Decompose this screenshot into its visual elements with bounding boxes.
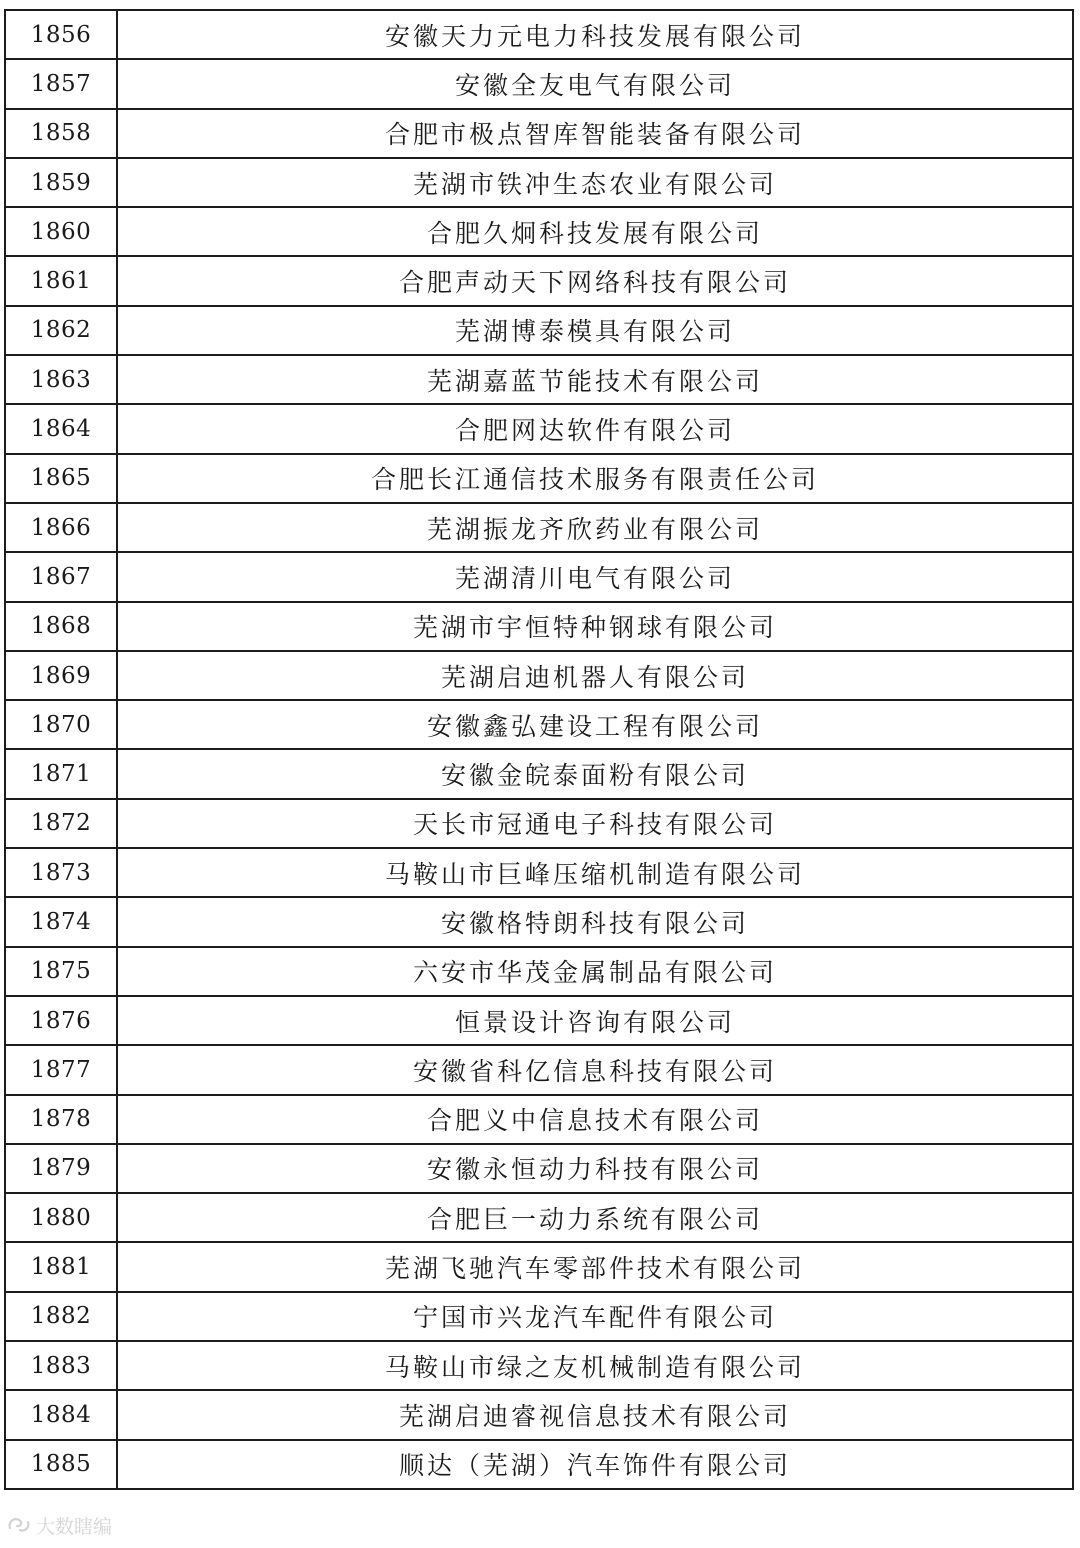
company-name-cell: 安徽天力元电力科技发展有限公司	[117, 10, 1073, 59]
serial-number-cell: 1868	[5, 602, 117, 651]
serial-number-cell: 1876	[5, 996, 117, 1045]
serial-number-cell: 1864	[5, 404, 117, 453]
company-name-cell: 芜湖启迪睿视信息技术有限公司	[117, 1390, 1073, 1439]
company-name-cell: 安徽永恒动力科技有限公司	[117, 1144, 1073, 1193]
company-name-cell: 顺达（芜湖）汽车饰件有限公司	[117, 1440, 1073, 1489]
company-list-table	[4, 9, 1074, 1490]
table-row	[5, 947, 1073, 996]
table-row	[5, 897, 1073, 946]
serial-number-cell: 1869	[5, 651, 117, 700]
company-name-cell: 合肥长江通信技术服务有限责任公司	[117, 454, 1073, 503]
serial-number-cell: 1879	[5, 1144, 117, 1193]
company-name-cell: 合肥市极点智库智能装备有限公司	[117, 109, 1073, 158]
serial-number-cell: 1873	[5, 848, 117, 897]
company-name-cell: 芜湖市宇恒特种钢球有限公司	[117, 602, 1073, 651]
table-row	[5, 700, 1073, 749]
serial-number-cell: 1874	[5, 897, 117, 946]
serial-number-cell: 1875	[5, 947, 117, 996]
serial-number-cell: 1880	[5, 1193, 117, 1242]
serial-number-cell: 1856	[5, 10, 117, 59]
company-name-cell: 芜湖嘉蓝节能技术有限公司	[117, 355, 1073, 404]
table-row	[5, 256, 1073, 305]
serial-number-cell: 1870	[5, 700, 117, 749]
company-name-cell: 合肥义中信息技术有限公司	[117, 1095, 1073, 1144]
serial-number-cell: 1883	[5, 1341, 117, 1390]
serial-number-cell: 1867	[5, 552, 117, 601]
serial-number-cell: 1885	[5, 1440, 117, 1489]
table-row	[5, 158, 1073, 207]
table-row	[5, 552, 1073, 601]
company-name-cell: 芜湖飞驰汽车零部件技术有限公司	[117, 1242, 1073, 1291]
company-name-cell: 芜湖市铁冲生态农业有限公司	[117, 158, 1073, 207]
table-row	[5, 1292, 1073, 1341]
company-name-cell: 合肥网达软件有限公司	[117, 404, 1073, 453]
company-name-cell: 六安市华茂金属制品有限公司	[117, 947, 1073, 996]
table-row	[5, 503, 1073, 552]
table-row	[5, 848, 1073, 897]
company-name-cell: 马鞍山市绿之友机械制造有限公司	[117, 1341, 1073, 1390]
serial-number-cell: 1858	[5, 109, 117, 158]
table-row	[5, 602, 1073, 651]
table-row	[5, 207, 1073, 256]
table-row	[5, 1341, 1073, 1390]
serial-number-cell: 1877	[5, 1045, 117, 1094]
serial-number-cell: 1872	[5, 799, 117, 848]
company-name-cell: 芜湖启迪机器人有限公司	[117, 651, 1073, 700]
company-name-cell: 安徽鑫弘建设工程有限公司	[117, 700, 1073, 749]
serial-number-cell: 1861	[5, 256, 117, 305]
company-name-cell: 安徽全友电气有限公司	[117, 59, 1073, 108]
company-name-cell: 安徽省科亿信息科技有限公司	[117, 1045, 1073, 1094]
company-name-cell: 芜湖博泰模具有限公司	[117, 306, 1073, 355]
table-row	[5, 404, 1073, 453]
company-name-cell: 安徽金皖泰面粉有限公司	[117, 749, 1073, 798]
table-row	[5, 996, 1073, 1045]
table-row	[5, 59, 1073, 108]
table-row	[5, 749, 1073, 798]
table-row	[5, 1144, 1073, 1193]
swirl-logo-icon	[6, 1514, 32, 1536]
serial-number-cell: 1859	[5, 158, 117, 207]
table-row	[5, 454, 1073, 503]
table-row	[5, 355, 1073, 404]
table-row	[5, 799, 1073, 848]
table-row	[5, 1440, 1073, 1489]
table-row	[5, 1242, 1073, 1291]
serial-number-cell: 1884	[5, 1390, 117, 1439]
company-name-cell: 宁国市兴龙汽车配件有限公司	[117, 1292, 1073, 1341]
serial-number-cell: 1863	[5, 355, 117, 404]
watermark-text: 大数瞎编	[36, 1515, 113, 1538]
watermark	[6, 1510, 112, 1540]
company-name-cell: 合肥巨一动力系统有限公司	[117, 1193, 1073, 1242]
serial-number-cell: 1878	[5, 1095, 117, 1144]
company-name-cell: 马鞍山市巨峰压缩机制造有限公司	[117, 848, 1073, 897]
table-row	[5, 109, 1073, 158]
table-row	[5, 1390, 1073, 1439]
serial-number-cell: 1860	[5, 207, 117, 256]
serial-number-cell: 1866	[5, 503, 117, 552]
table-row	[5, 1045, 1073, 1094]
company-name-cell: 芜湖振龙齐欣药业有限公司	[117, 503, 1073, 552]
company-name-cell: 天长市冠通电子科技有限公司	[117, 799, 1073, 848]
table-row	[5, 1095, 1073, 1144]
serial-number-cell: 1865	[5, 454, 117, 503]
table-row	[5, 10, 1073, 59]
table-row	[5, 306, 1073, 355]
company-name-cell: 恒景设计咨询有限公司	[117, 996, 1073, 1045]
company-name-cell: 合肥久炯科技发展有限公司	[117, 207, 1073, 256]
table-body	[5, 10, 1073, 1489]
serial-number-cell: 1862	[5, 306, 117, 355]
serial-number-cell: 1857	[5, 59, 117, 108]
table-row	[5, 1193, 1073, 1242]
serial-number-cell: 1882	[5, 1292, 117, 1341]
serial-number-cell: 1871	[5, 749, 117, 798]
company-list-table-container	[4, 9, 1074, 1490]
company-name-cell: 合肥声动天下网络科技有限公司	[117, 256, 1073, 305]
table-row	[5, 651, 1073, 700]
company-name-cell: 安徽格特朗科技有限公司	[117, 897, 1073, 946]
serial-number-cell: 1881	[5, 1242, 117, 1291]
company-name-cell: 芜湖清川电气有限公司	[117, 552, 1073, 601]
